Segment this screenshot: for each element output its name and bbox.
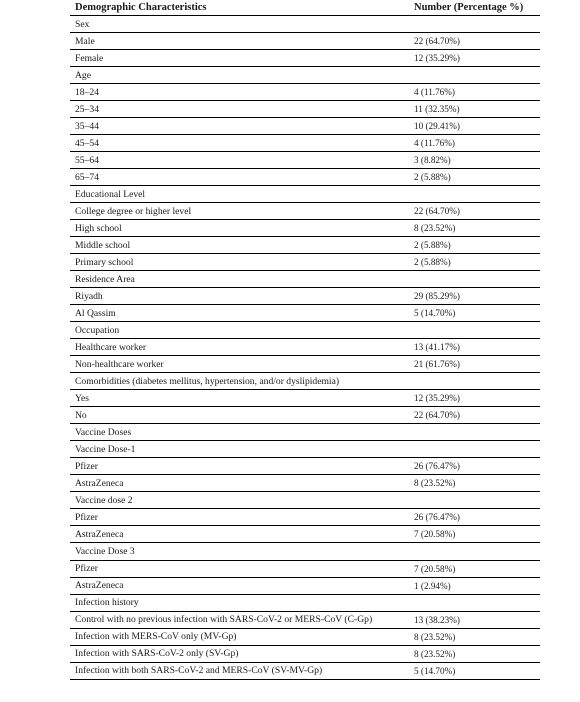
- cell-characteristic: Non-healthcare worker: [75, 358, 164, 370]
- cell-number-percentage: 4 (11.76%): [414, 138, 455, 149]
- cell-characteristic: College degree or higher level: [75, 205, 192, 217]
- cell-number-percentage: 2 (5.88%): [414, 172, 451, 183]
- table-row: [70, 356, 540, 373]
- table-row: [70, 271, 540, 288]
- table-row: [70, 339, 540, 356]
- cell-characteristic: Comorbidities (diabetes mellitus, hypertension, and/or dyslipidemia): [75, 375, 340, 387]
- cell-number-percentage: 26 (76.47%): [414, 512, 460, 523]
- table-row: [70, 186, 540, 203]
- cell-number-percentage: 12 (35.29%): [414, 393, 460, 404]
- cell-characteristic: Infection with both SARS-CoV-2 and MERS-CoV (SV-MV-Gp): [75, 665, 323, 677]
- cell-characteristic: Educational Level: [75, 188, 146, 200]
- cell-characteristic: 25–34: [75, 103, 99, 115]
- table-row: [70, 288, 540, 305]
- table-row: [70, 305, 540, 322]
- cell-characteristic: Control with no previous infection with SARS-CoV-2 or MERS-CoV (C-Gp): [75, 614, 373, 626]
- table-row: [70, 612, 540, 629]
- table-row: [70, 509, 540, 526]
- table-row: [70, 458, 540, 475]
- cell-characteristic: Vaccine dose 2: [75, 494, 133, 506]
- cell-number-percentage: 2 (5.88%): [414, 240, 451, 251]
- table-row: [70, 407, 540, 424]
- cell-characteristic: Pfizer: [75, 511, 98, 523]
- table-row: [70, 578, 540, 595]
- table-row: [70, 50, 540, 67]
- header-characteristics: Demographic Characteristics: [75, 2, 207, 13]
- cell-characteristic: Yes: [75, 392, 89, 404]
- table-row: [70, 237, 540, 254]
- cell-characteristic: No: [75, 409, 87, 421]
- table-row: [70, 118, 540, 135]
- cell-characteristic: Residence Area: [75, 273, 135, 285]
- cell-characteristic: Pfizer: [75, 563, 98, 574]
- cell-number-percentage: 13 (41.17%): [414, 342, 460, 353]
- cell-number-percentage: 5 (14.70%): [414, 308, 456, 319]
- table-row: [70, 373, 540, 390]
- cell-characteristic: Vaccine Doses: [75, 426, 132, 438]
- cell-number-percentage: 7 (20.58%): [414, 563, 456, 574]
- cell-characteristic: Age: [75, 69, 91, 81]
- cell-characteristic: Pfizer: [75, 460, 98, 472]
- table-row: [70, 169, 540, 186]
- cell-number-percentage: 21 (61.76%): [414, 359, 460, 370]
- cell-characteristic: Infection with SARS-CoV-2 only (SV-Gp): [75, 648, 239, 660]
- table-row: [70, 152, 540, 169]
- cell-number-percentage: 8 (23.52%): [414, 223, 456, 234]
- table-row: [70, 16, 540, 33]
- cell-number-percentage: 8 (23.52%): [414, 648, 456, 659]
- table-body: [70, 16, 540, 680]
- cell-characteristic: Infection history: [75, 597, 139, 609]
- cell-characteristic: Al Qassim: [75, 307, 116, 319]
- cell-number-percentage: 26 (76.47%): [414, 461, 460, 472]
- cell-number-percentage: 3 (8.82%): [414, 155, 451, 166]
- cell-number-percentage: 7 (20.58%): [414, 529, 456, 540]
- cell-number-percentage: 8 (23.52%): [414, 478, 456, 489]
- table-row: [70, 526, 540, 543]
- cell-characteristic: AstraZeneca: [75, 528, 124, 540]
- cell-characteristic: Healthcare worker: [75, 341, 147, 353]
- table-row: [70, 67, 540, 84]
- cell-number-percentage: 22 (64.70%): [414, 206, 460, 217]
- cell-number-percentage: 22 (64.70%): [414, 36, 460, 47]
- cell-characteristic: Riyadh: [75, 290, 103, 302]
- cell-characteristic: Primary school: [75, 256, 134, 268]
- table-row: [70, 663, 540, 680]
- cell-number-percentage: 8 (23.52%): [414, 631, 456, 642]
- table-row: [70, 646, 540, 663]
- table-row: [70, 322, 540, 339]
- cell-number-percentage: 1 (2.94%): [414, 580, 451, 591]
- demographics-table: [70, 0, 540, 680]
- cell-number-percentage: 5 (14.70%): [414, 665, 456, 676]
- table-row: [70, 595, 540, 612]
- cell-number-percentage: 12 (35.29%): [414, 53, 460, 64]
- table-header: [70, 0, 540, 16]
- table-row: [70, 561, 540, 578]
- table-row: [70, 475, 540, 492]
- cell-number-percentage: 4 (11.76%): [414, 87, 455, 98]
- table-row: [70, 441, 540, 458]
- table-row: [70, 424, 540, 441]
- cell-number-percentage: 2 (5.88%): [414, 257, 451, 268]
- table-row: [70, 390, 540, 407]
- cell-characteristic: Female: [75, 52, 104, 64]
- cell-number-percentage: 10 (29.41%): [414, 121, 460, 132]
- cell-characteristic: AstraZeneca: [75, 477, 124, 489]
- cell-characteristic: 45–54: [75, 137, 99, 149]
- cell-characteristic: Occupation: [75, 324, 120, 336]
- cell-characteristic: Middle school: [75, 239, 131, 251]
- cell-characteristic: Sex: [75, 18, 90, 30]
- table-row: [70, 629, 540, 646]
- cell-characteristic: Vaccine Dose 3: [75, 545, 135, 557]
- table-row: [70, 220, 540, 237]
- cell-characteristic: 65–74: [75, 171, 99, 183]
- cell-characteristic: AstraZeneca: [75, 580, 124, 592]
- cell-number-percentage: 13 (38.23%): [414, 614, 460, 625]
- cell-characteristic: 35–44: [75, 120, 99, 132]
- cell-characteristic: Male: [75, 35, 95, 47]
- cell-characteristic: 55–64: [75, 154, 99, 166]
- header-number-percentage: Number (Percentage %): [414, 2, 524, 13]
- cell-number-percentage: 11 (32.35%): [414, 104, 460, 115]
- table-row: [70, 543, 540, 560]
- table-row: [70, 135, 540, 152]
- table-row: [70, 254, 540, 271]
- cell-characteristic: High school: [75, 222, 122, 234]
- table-row: [70, 492, 540, 509]
- table-row: [70, 203, 540, 220]
- table-row: [70, 33, 540, 50]
- table-row: [70, 84, 540, 101]
- cell-number-percentage: 22 (64.70%): [414, 410, 460, 421]
- table-row: [70, 101, 540, 118]
- cell-characteristic: Infection with MERS-CoV only (MV-Gp): [75, 631, 237, 643]
- cell-characteristic: Vaccine Dose-1: [75, 443, 136, 455]
- cell-number-percentage: 29 (85.29%): [414, 291, 460, 302]
- cell-characteristic: 18–24: [75, 86, 99, 98]
